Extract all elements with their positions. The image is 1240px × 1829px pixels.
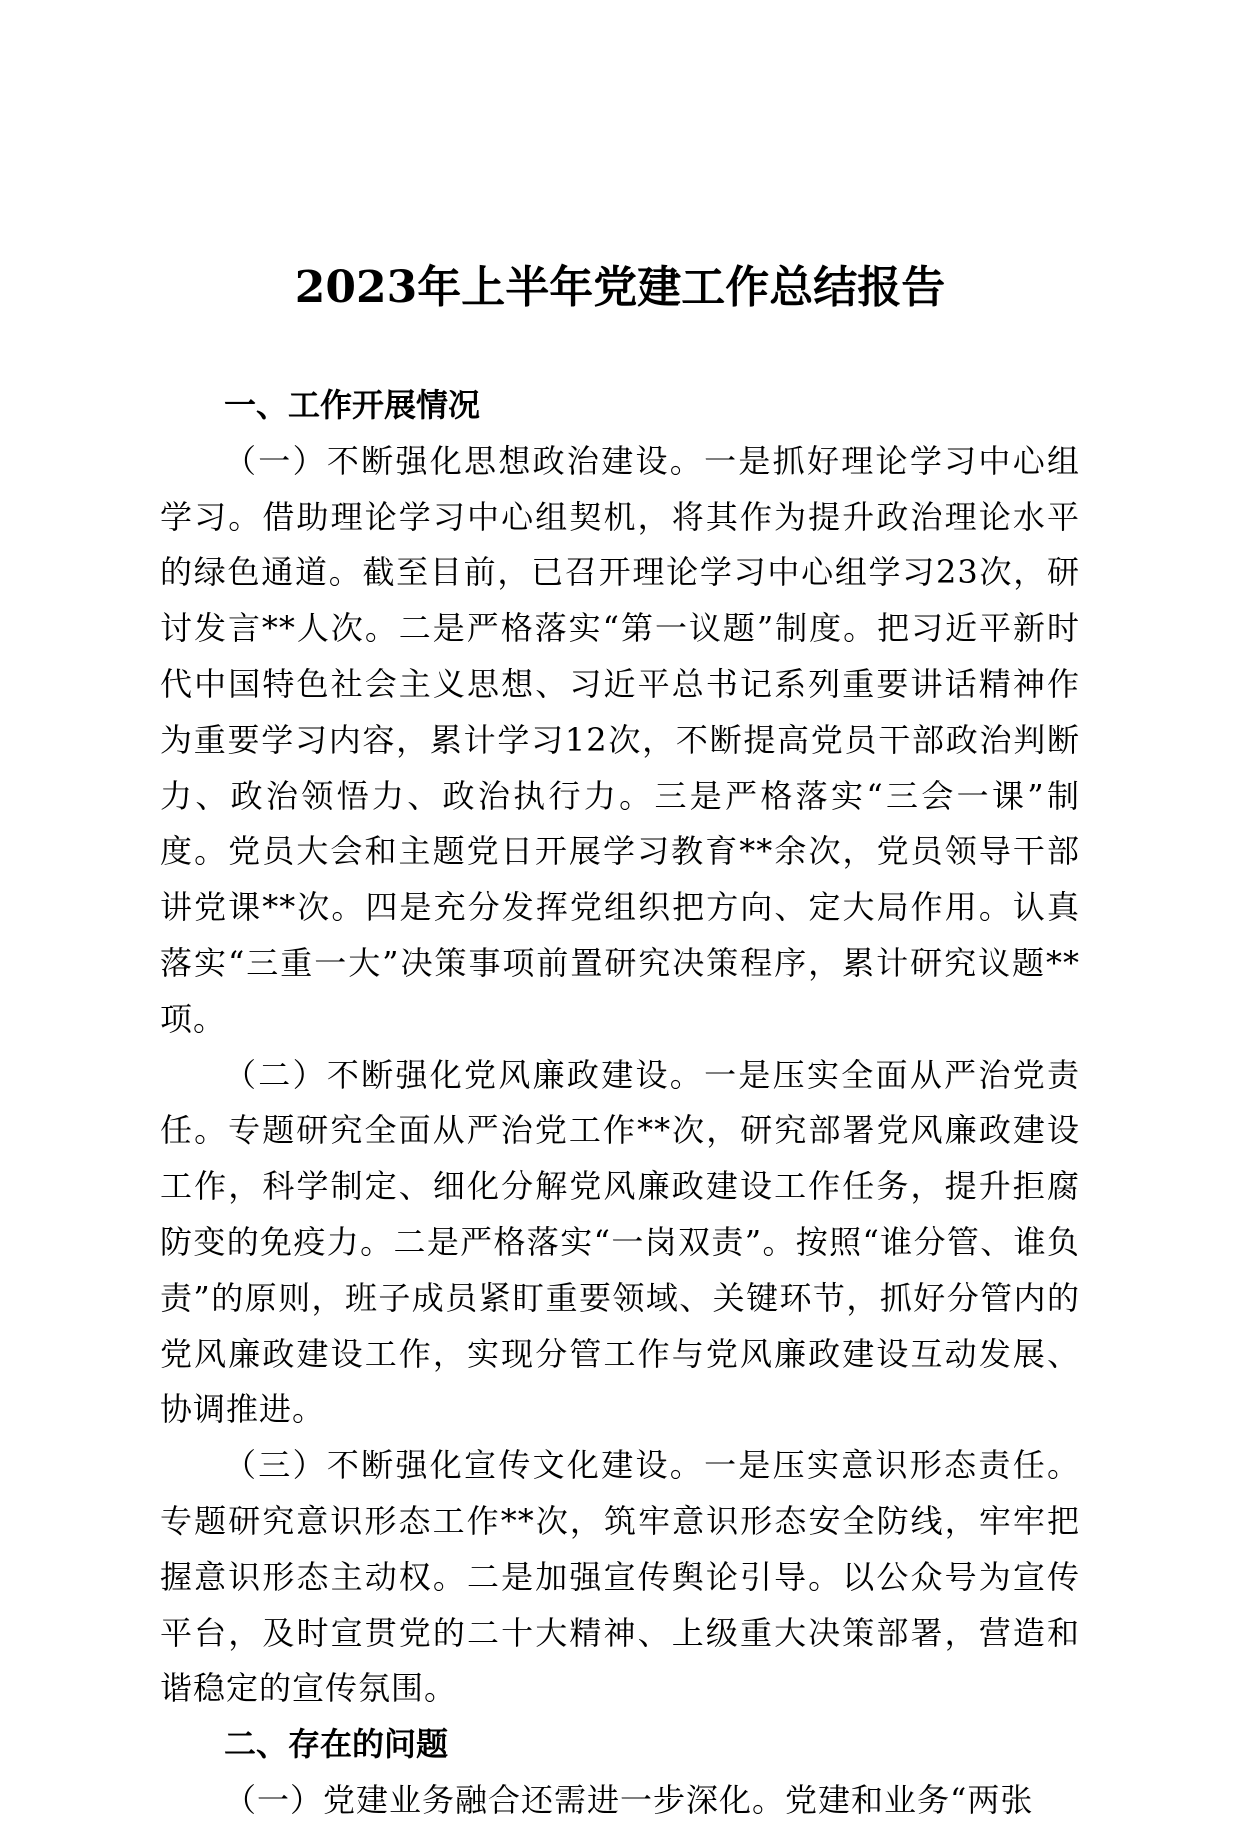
- section-2-paragraph-1: （一）党建业务融合还需进一步深化。党建和业务“两张: [224, 1780, 1034, 1819]
- document-body: [160, 378, 1080, 1829]
- document-title: 2023年上半年党建工作总结报告: [294, 262, 946, 313]
- section-heading-2: 二、存在的问题: [224, 1725, 449, 1764]
- section-1-paragraph-2: （二）不断强化党风廉政建设。一是压实全面从严治党责任。专题研究全面从严治党工作**次，研究部署党风廉政建设工作，科学制定、细化分解党风廉政建设工作任务，提升拒腐防变的免疫力。二是严格落实“一岗双责”。按照“谁分管、谁负责”的原则，班子成员紧盯重要领域、关键环节，抓好分管内的党风廉政建设工作，实现分管工作与党风廉政建设互动发展、协调推进。: [160, 1055, 1080, 1429]
- section-1-paragraph-3: （三）不断强化宣传文化建设。一是压实意识形态责任。专题研究意识形态工作**次，筑牢意识形态安全防线，牢牢把握意识形态主动权。二是加强宣传舆论引导。以公众号为宣传平台，及时宣贯党的二十大精神、上级重大决策部署，营造和谐稳定的宣传氛围。: [160, 1446, 1080, 1708]
- section-1-paragraph-1: （一）不断强化思想政治建设。一是抓好理论学习中心组学习。借助理论学习中心组契机，将其作为提升政治理论水平的绿色通道。截至目前，已召开理论学习中心组学习23次，研讨发言**人次。二是严格落实“第一议题”制度。把习近平新时代中国特色社会主义思想、习近平总书记系列重要讲话精神作为重要学习内容，累计学习12次，不断提高党员干部政治判断力、政治领悟力、政治执行力。三是严格落实“三会一课”制度。党员大会和主题党日开展学习教育**余次，党员领导干部讲党课**次。四是充分发挥党组织把方向、定大局作用。认真落实“三重一大”决策事项前置研究决策程序，累计研究议题**项。: [160, 441, 1080, 1038]
- section-heading-1: 一、工作开展情况: [224, 386, 481, 424]
